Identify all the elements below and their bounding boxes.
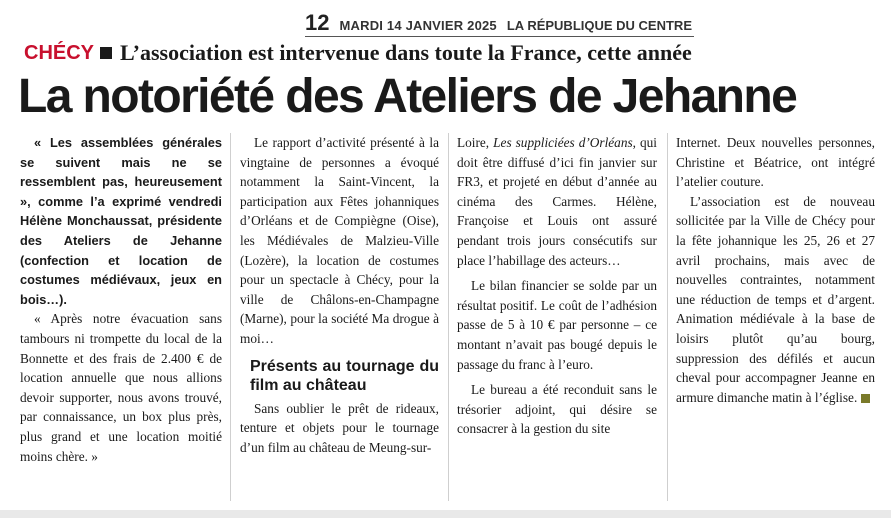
- article-paragraph: Internet. Deux nouvelles personnes, Christine et Béatrice, ont intégré l’atelier couture.: [676, 135, 875, 190]
- article-headline: La notoriété des Ateliers de Jehanne: [18, 70, 797, 123]
- page-bottom-edge: [0, 510, 891, 518]
- square-bullet-icon: [100, 47, 112, 59]
- article-paragraph: [676, 192, 875, 408]
- page-number: 12: [305, 10, 330, 35]
- article-subheading: Présents au tournage du film au château: [250, 357, 439, 394]
- kicker: [24, 40, 692, 66]
- article-paragraph: Le rapport d’activité présenté à la vingtaine de personnes a évoqué notamment la Saint-Vincent, la participation aux Fêtes johanniques d’Orléans et de Compiègne (Oise), les Médiévales de Malzieu-Ville (Lozère), la location de costumes pour un spectacle à Chécy, pour la ville de Châlons-en-Champagne (Marne), pour la société Ma drogue à moi…: [240, 135, 439, 346]
- article-column-2: [240, 133, 439, 457]
- paragraph-text: Loire,: [457, 135, 494, 150]
- article-paragraph: Le bureau a été reconduit sans le trésorier adjoint, qui désire se consacrer à la gestion du site: [457, 382, 657, 437]
- page-folio: [305, 10, 692, 34]
- kicker-subtitle: L’association est intervenue dans toute la France, cette année: [120, 40, 692, 65]
- newspaper-name: LA RÉPUBLIQUE DU CENTRE: [506, 18, 692, 33]
- article-paragraph: [457, 133, 657, 270]
- article-paragraph: Le bilan financier se solde par un résultat positif. Le coût de l’adhésion passe de 5 à 10 € par personne – ce montant n’avait pas bougé depuis le passage du franc à l’euro.: [457, 278, 657, 372]
- paragraph-text: L’association est de nouveau sollicitée par la Ville de Chécy pour la fête johannique les 25, 26 et 27 avril prochains, mais avec de nouvelles contraintes, notamment une réduction de temps et d’argent. Animation médiévale à la base de loisirs plutôt qu’au bourg, suppression des défilés et aucun cheval pour accompagner Jeanne en armure dimanche matin à l’église.: [676, 193, 875, 405]
- article-column-3: [457, 133, 657, 439]
- folio-rule: [305, 36, 694, 37]
- paragraph-text: , qui doit être diffusé d’ici fin janvier sur FR3, et projeté en début d’année au cinéma des Carmes. Hélène, Françoise et Louis ont assuré pendant trois jours consécutifs sur place l’habillage des acteurs…: [457, 135, 657, 268]
- column-divider: [667, 133, 668, 501]
- article-column-4: [676, 133, 875, 407]
- column-divider: [230, 133, 231, 501]
- column-divider: [448, 133, 449, 501]
- kicker-location: CHÉCY: [24, 41, 95, 64]
- article-column-1: [20, 133, 222, 466]
- article-paragraph: Sans oublier le prêt de rideaux, tenture et objets pour le tournage d’un film au château de Meung-sur-: [240, 400, 439, 455]
- film-title: Les suppliciées d’Orléans: [493, 135, 633, 150]
- article-lead: « Les assemblées générales se suivent mais ne se ressemblent pas, heureusement », comme l’a exprimé vendredi Hélène Monchaussat, présidente des Ateliers de Jehanne (confection et location de costumes médiévaux, jeux en bois…).: [20, 135, 222, 307]
- end-of-article-icon: [861, 394, 870, 403]
- article-paragraph: « Après notre évacuation sans tambours ni trompette du local de la Bonnette et des frais de 2.400 € de location annuelle que nous allions devoir supporter, nous avons trouvé, par connaissance, un box plus près, plus grand et une location moitié moins chère. »: [20, 311, 222, 464]
- issue-date: MARDI 14 JANVIER 2025: [339, 18, 497, 33]
